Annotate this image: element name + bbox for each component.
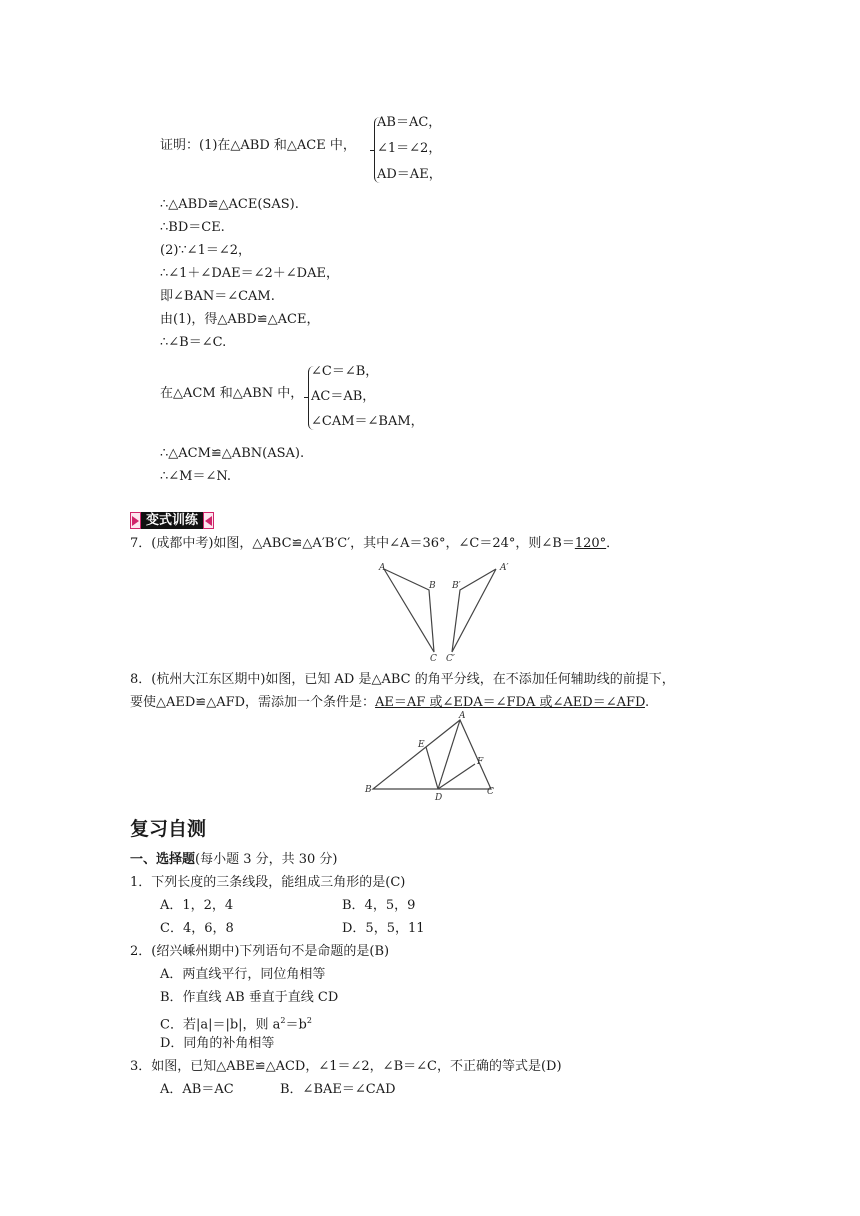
proof-line: ∴∠1＋∠DAE＝∠2＋∠DAE， <box>160 266 339 281</box>
question-2: 2．(绍兴嵊州期中)下列语句不是命题的是(B) <box>130 944 390 959</box>
option-2c-text: C．若|a|＝|b|，则 a <box>160 1017 281 1033</box>
label-b: B <box>365 785 372 795</box>
triangle-abc <box>373 720 491 789</box>
option-1b: B．4，5，9 <box>342 898 416 913</box>
question-8-text: 要使△AED≌△AFD，需添加一个条件是： <box>130 695 376 710</box>
section-title: 复习自测 <box>130 818 207 840</box>
system-line: ∠C＝∠B， <box>311 364 379 379</box>
figure-7 <box>376 560 516 664</box>
proof-line: ∴∠M＝∠N. <box>160 469 232 484</box>
banner-label: 变式训练 <box>141 512 203 529</box>
system-line: AC＝AB， <box>311 389 376 404</box>
label-b-prime: B′ <box>452 581 461 591</box>
question-8-answer: AE＝AF 或∠EDA＝∠FDA 或∠AED＝∠AFD <box>375 695 645 710</box>
banner-right-arrow-icon <box>130 512 141 529</box>
question-1: 1．下列长度的三条线段，能组成三角形的是(C) <box>130 875 406 890</box>
label-c-prime: C′ <box>446 654 455 664</box>
label-c: C <box>430 654 437 664</box>
proof-line: ∴∠B＝∠C. <box>160 335 227 350</box>
option-2c <box>160 1012 312 1034</box>
proof-line: ∴△ACM≌△ABN(ASA). <box>160 446 305 461</box>
part-1-note: (每小题 3 分，共 30 分) <box>195 852 338 867</box>
segment-fd <box>438 764 475 789</box>
system-line: AD＝AE， <box>377 167 442 182</box>
option-2c-text-2: ＝b <box>285 1017 307 1033</box>
option-2d: D．同角的补角相等 <box>160 1036 275 1051</box>
proof-intro-2: 在△ACM 和△ABN 中， <box>160 386 304 401</box>
question-8-line-1: 8．(杭州大江东区期中)如图，已知 AD 是△ABC 的角平分线，在不添加任何辅助线的前提下， <box>130 672 675 687</box>
proof-line: ∴BD＝CE. <box>160 220 225 235</box>
option-3a: A．AB＝AC <box>160 1082 234 1097</box>
question-7-suffix: ． <box>606 536 620 551</box>
system-line: ∠1＝∠2， <box>377 141 442 156</box>
label-c: C <box>487 787 494 797</box>
system-line: AB＝AC， <box>377 115 442 130</box>
question-3: 3．如图，已知△ABE≌△ACD，∠1＝∠2，∠B＝∠C，不正确的等式是(D) <box>130 1059 562 1074</box>
part-1-label: 一、选择题 <box>130 852 196 867</box>
label-b: B <box>429 581 436 591</box>
segment-ed <box>426 747 438 789</box>
option-2a: A．两直线平行，同位角相等 <box>160 967 326 982</box>
part-1-heading <box>130 851 338 869</box>
triangle-abc <box>384 569 434 652</box>
option-2b: B．作直线 AB 垂直于直线 CD <box>160 990 339 1005</box>
question-7-answer: 120° <box>574 536 607 551</box>
superscript: 2 <box>280 1016 286 1025</box>
label-e: E <box>418 740 425 750</box>
question-7-text: 7．(成都中考)如图，△ABC≌△A′B′C′，其中∠A＝36°，∠C＝24°，则∠B＝ <box>130 536 575 551</box>
proof-line: (2)∵∠1＝∠2， <box>160 243 252 258</box>
label-a: A <box>379 563 386 573</box>
option-3b: B．∠BAE＝∠CAD <box>280 1082 396 1097</box>
label-f: F <box>477 757 484 767</box>
section-banner <box>130 512 214 529</box>
option-1d: D．5，5，11 <box>342 921 425 936</box>
superscript: 2 <box>306 1016 312 1025</box>
label-d: D <box>435 793 443 802</box>
segment-ad <box>438 720 460 789</box>
option-1c: C．4，6，8 <box>160 921 234 936</box>
banner-left-arrow-icon <box>203 512 214 529</box>
proof-line: 由(1)，得△ABD≌△ACE， <box>160 312 320 327</box>
system-line: ∠CAM＝∠BAM， <box>311 414 424 429</box>
question-8-suffix: . <box>644 695 650 710</box>
figure-8 <box>362 710 500 802</box>
option-1a: A．1，2，4 <box>160 898 234 913</box>
label-a: A <box>459 711 466 721</box>
proof-line: 即∠BAN＝∠CAM. <box>160 289 275 304</box>
proof-intro: 证明：(1)在△ABD 和△ACE 中， <box>160 138 356 153</box>
proof-line: ∴△ABD≌△ACE(SAS). <box>160 197 299 212</box>
question-7 <box>130 535 619 553</box>
label-a-prime: A′ <box>500 563 509 573</box>
